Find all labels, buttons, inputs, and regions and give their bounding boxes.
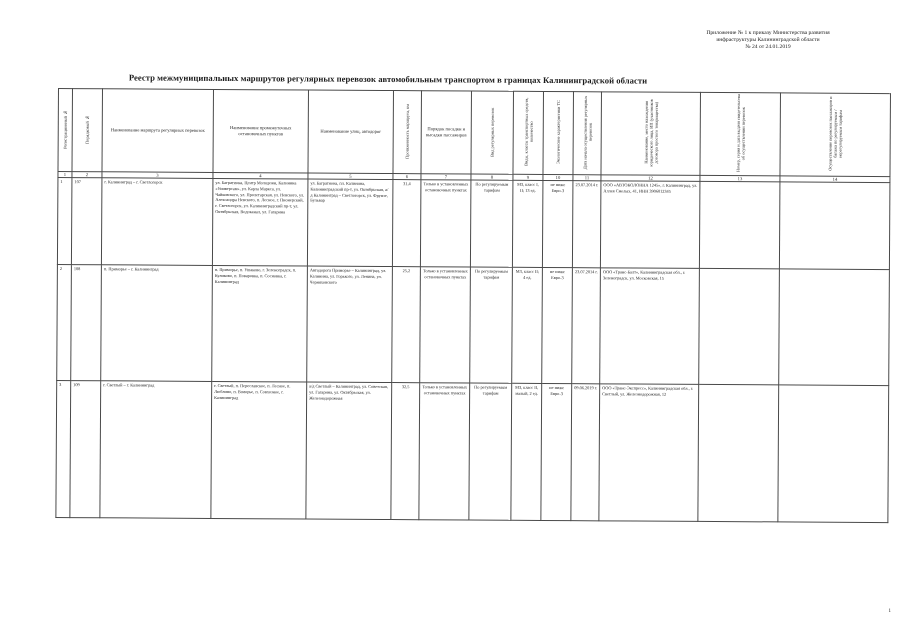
column-number: 1 [58, 172, 72, 178]
cell-eco: не ниже Евро-3 [542, 180, 573, 267]
cell-eco: не ниже Евро-3 [541, 383, 572, 520]
cell-vehicles: М3, класс I, II; 13 ед. [512, 180, 543, 267]
header-certificate: Номер, серия и дата выдачи свидетельства об осуществлении перевозок [700, 92, 781, 175]
appendix-note [673, 30, 863, 52]
header-row [58, 89, 890, 177]
cell-streets: Автодорога Приморье – Калининград, ул. Калинина, ул. Горького, ул. Ленина, ул. Черняховского [307, 266, 393, 383]
cell-start: 09.06.2019 г. [571, 384, 600, 521]
cell-stops: ул. Багратиона, Центр Молодежи, Калинина «Универсам», ул. Карла Маркса, ул. Чайковского, ул. Пролетарская, ул. Невского, ул. Александра Невского, п. Лесное, г. Пионерский, г. Светлогорск, ул. Калининградский пр-т, ул. Октябрьская, Водоканал, ул. Гагарина [212, 178, 308, 266]
header-start: Дата начала осуществления регулярных перевозок [573, 92, 602, 175]
header-reg-no: Регистрационный № [58, 89, 73, 172]
cell-boarding: Только в установленных остановочных пунктах [420, 180, 471, 267]
cell-type: По регулируемым тарифам [470, 267, 513, 383]
cell-reg-no: 1 [57, 178, 72, 265]
document-title: Реестр межмуниципальных маршрутов регулярных перевозок автомобильным транспортом в границах Калининградской области [128, 72, 648, 86]
cell-start: 23.07.2014 г. [572, 181, 601, 268]
column-number: 9 [513, 174, 543, 180]
cell-length: 25,2 [392, 267, 421, 383]
page-number: 1 [888, 609, 891, 614]
cell-eco: не ниже Евро-3 [542, 267, 573, 383]
column-number: 13 [700, 175, 780, 181]
appendix-line-2: инфраструктуры Калининградской области [716, 37, 820, 44]
cell-type: По регулируемым тарифам [469, 383, 512, 520]
cell-tariff [778, 385, 889, 523]
header-vehicles: Виды, классы транспортных средств, количество [513, 91, 544, 174]
cell-boarding: Только в установленных остановочных пунктах [420, 267, 471, 383]
table-row [57, 264, 890, 385]
column-number: 2 [72, 172, 102, 178]
cell-seq-no: 109 [70, 381, 101, 518]
cell-length: 32,5 [391, 383, 420, 520]
header-eco: Экологические характеристики ТС [543, 91, 574, 174]
column-number: 3 [102, 172, 213, 179]
table-row [56, 380, 889, 522]
cell-certificate [699, 181, 780, 268]
column-number: 10 [543, 174, 573, 180]
column-number: 11 [573, 175, 601, 181]
column-number: 6 [393, 174, 421, 180]
cell-certificate [698, 384, 779, 521]
appendix-line-1: Приложение № 1 к приказу Министерства развития [706, 30, 830, 36]
column-number: 12 [601, 175, 700, 182]
cell-stops: п. Приморье, п. Ушаково, г. Зеленоградск, п. Куликово, п. Поваровка, п. Сосновка, г. Калининград [212, 265, 308, 382]
cell-stops: г. Светлый, п. Переславское, п. Лесное, п. Люблино, п. Взморье, п. Совхозное, г. Калининград [211, 381, 307, 519]
table-row [57, 178, 890, 270]
cell-streets: а/д Светлый – Калининград, ул. Советская, ул. Гагарина, ул. Октябрьская, ул. Железнодорожная [306, 382, 392, 520]
header-tariff: Осуществление перевозок пассажиров и багажа по регулируемым / нерегулируемым тарифам [780, 93, 891, 177]
header-boarding: Порядок посадки и высадки пассажиров [421, 91, 472, 174]
cell-vehicles: М3, класс II, малый, 2 ед. [511, 383, 542, 520]
cell-operator: ООО «АВТОКОЛОННА 1245», г. Калининград, ул. Аллея Смелых, 41, ИНН 3906012345 [600, 181, 700, 269]
cell-reg-no: 2 [57, 264, 72, 380]
cell-seq-no: 107 [71, 178, 102, 265]
header-operator: Наименование, место нахождения юридического лица, ИП (участников договора простого товарищества) [601, 92, 701, 176]
cell-tariff [779, 182, 890, 270]
cell-streets: ул. Багратиона, пл. Калинина, Калининградский пр-т, ул. Октябрьская, а/д Калининград – Светлогорск, ул. Фрунзе, Бульвар [307, 179, 393, 267]
cell-route: п. Приморье – г. Калининград [101, 265, 213, 382]
cell-type: По регулируемым тарифам [470, 180, 513, 267]
column-number: 7 [421, 174, 471, 180]
cell-route: г. Калининград – г. Светлогорск [101, 178, 213, 266]
cell-certificate [699, 268, 780, 384]
cell-tariff [779, 269, 890, 386]
cell-operator: ООО «Транс-Балт», Калининградская обл., г. Зеленоградск, ул. Московская, 15 [600, 268, 700, 385]
column-number: 5 [308, 173, 393, 180]
header-stops: Наименование промежуточных остановочных пунктов [213, 89, 309, 173]
column-number: 14 [780, 176, 890, 183]
cell-start: 23.07.2014 г. [572, 268, 601, 384]
column-number: 8 [471, 174, 513, 180]
header-seq-no: Порядковый № [72, 89, 103, 172]
cell-route: г. Светлый – г. Калининград [100, 381, 212, 519]
cell-operator: ООО «Транс-Экспресс», Калининградская обл., г. Светлый, ул. Железнодорожная, 12 [599, 384, 699, 522]
cell-boarding: Только в установленных остановочных пунктах [419, 383, 470, 520]
cell-length: 31,4 [392, 180, 421, 267]
column-number: 4 [213, 172, 308, 179]
cell-vehicles: М3, класс II; 4 ед. [512, 267, 543, 383]
cell-seq-no: 108 [71, 265, 102, 381]
cell-reg-no: 3 [56, 380, 71, 517]
header-route: Наименование маршрута регулярных перевозок [102, 89, 214, 173]
header-length: Протяженность маршрута, км [393, 91, 422, 174]
appendix-line-3: № 24 от 24.01.2019 [745, 44, 791, 51]
register-table [55, 88, 891, 523]
header-streets: Наименование улиц, автодорог [308, 90, 394, 174]
header-type: Вид регулярных перевозок [471, 91, 514, 174]
